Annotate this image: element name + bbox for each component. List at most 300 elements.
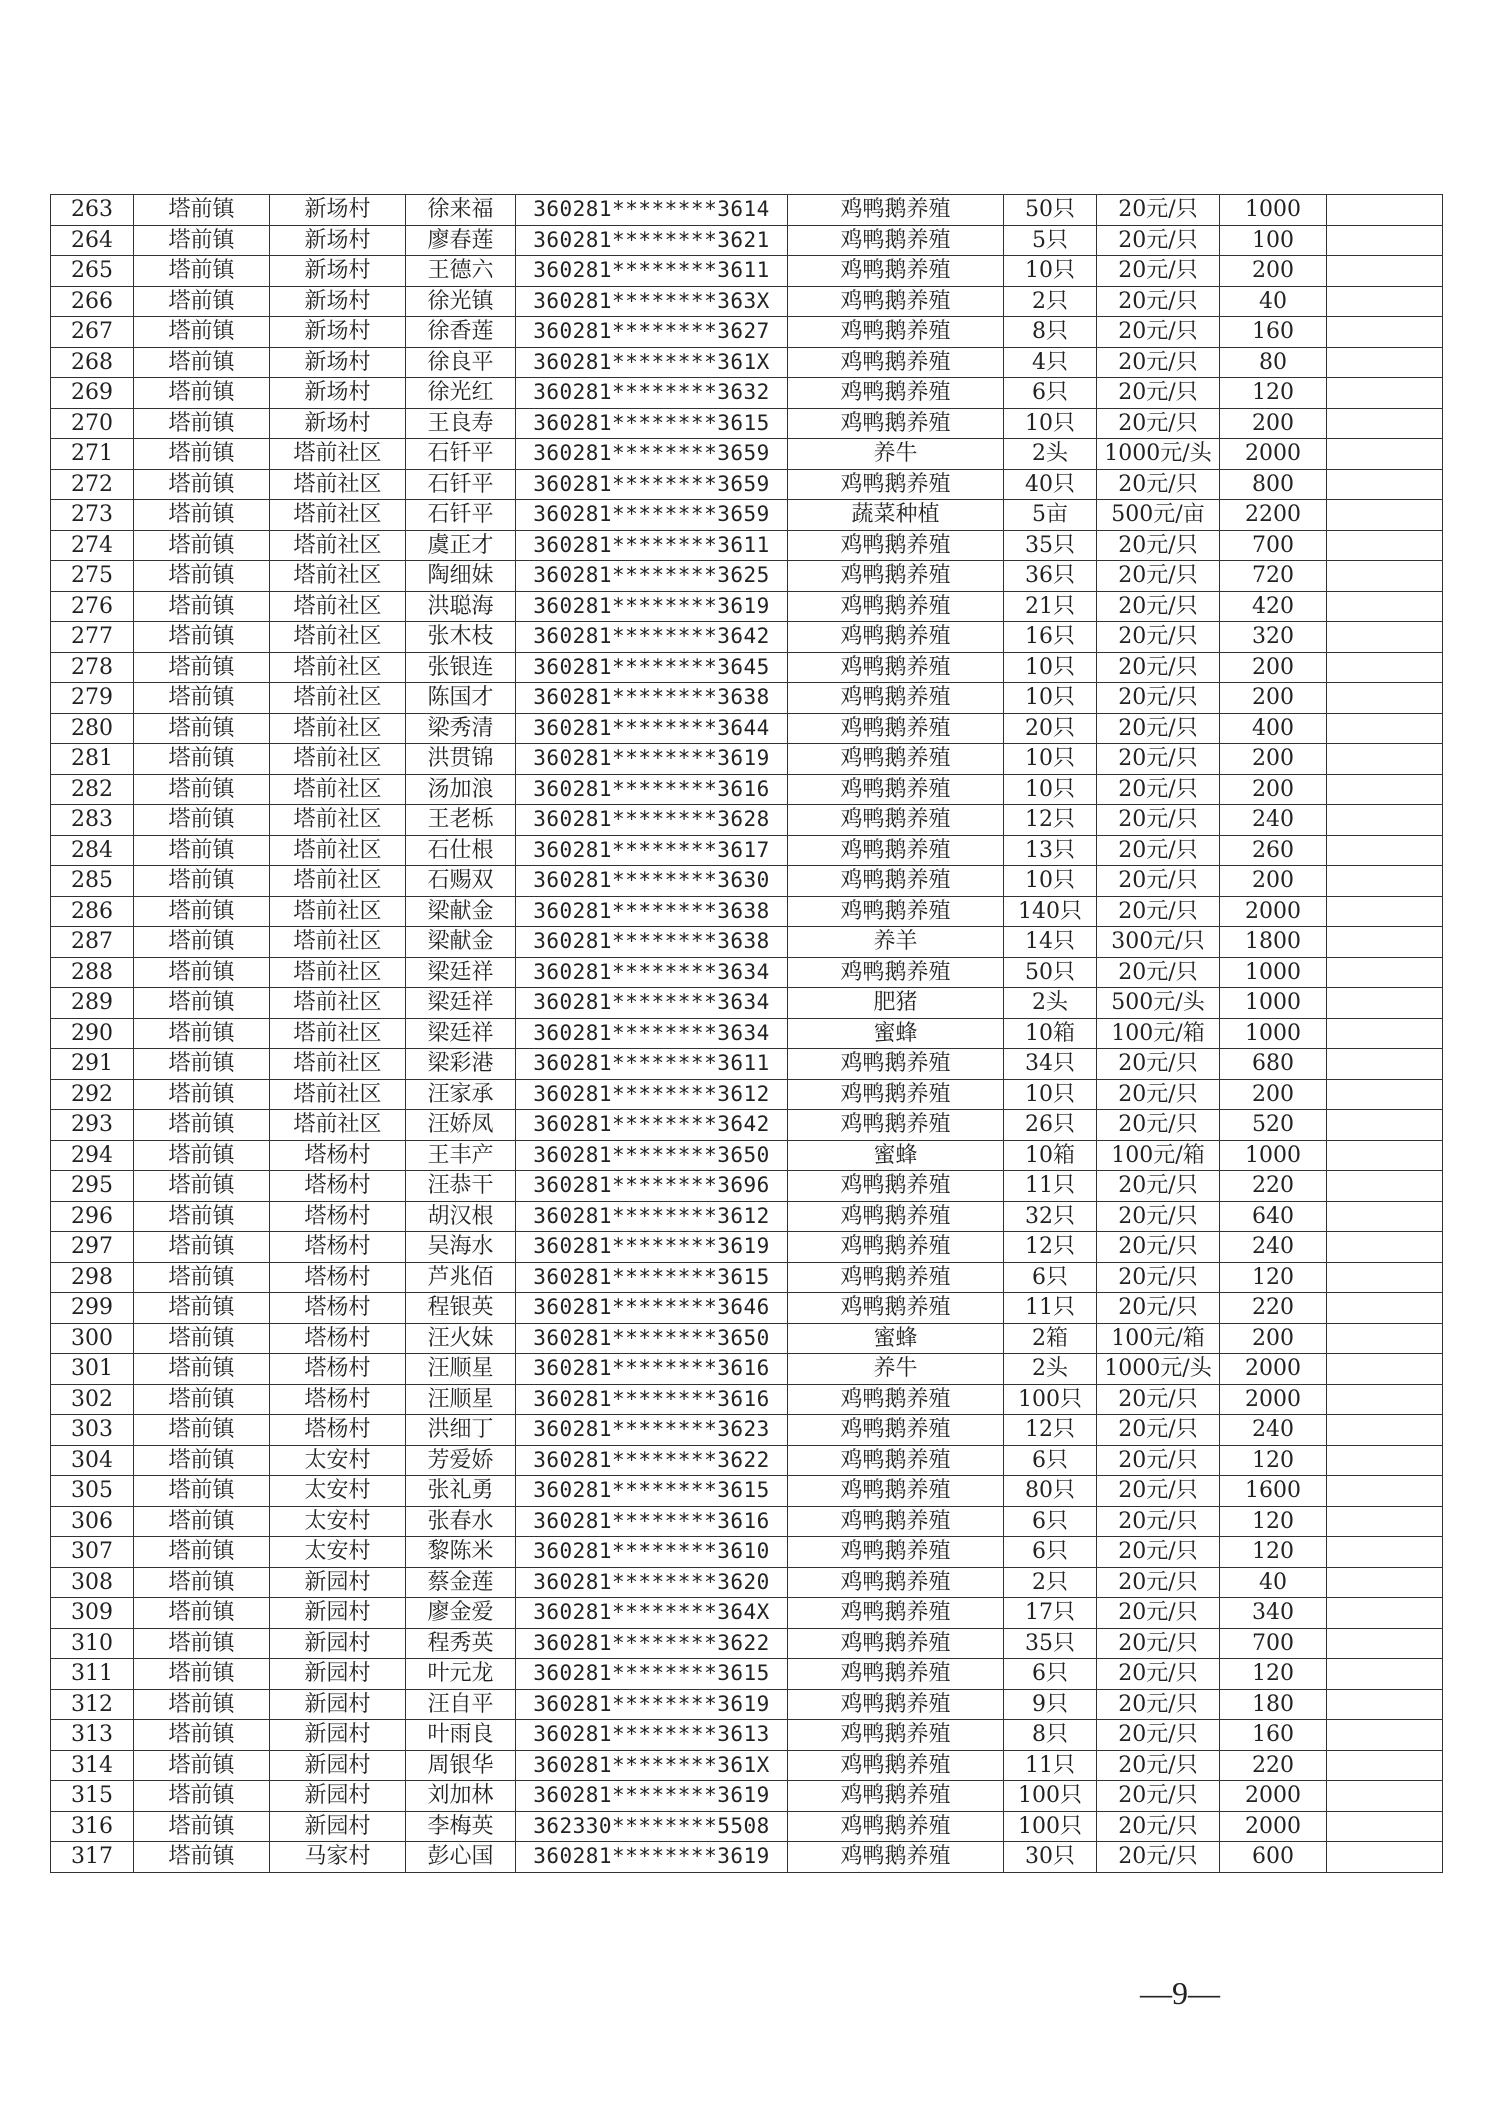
amount-cell: 720 bbox=[1220, 561, 1327, 592]
amount-cell: 160 bbox=[1220, 317, 1327, 348]
remarks-cell bbox=[1327, 1171, 1443, 1202]
village-cell: 太安村 bbox=[270, 1537, 406, 1568]
project-cell: 鸡鸭鹅养殖 bbox=[788, 408, 1004, 439]
quantity-cell: 8只 bbox=[1004, 317, 1097, 348]
name-cell: 王良寿 bbox=[406, 408, 516, 439]
quantity-cell: 34只 bbox=[1004, 1049, 1097, 1080]
name-cell: 石钎平 bbox=[406, 469, 516, 500]
village-cell: 塔杨村 bbox=[270, 1140, 406, 1171]
standard-cell: 20元/只 bbox=[1097, 1842, 1220, 1873]
table-row bbox=[51, 1659, 1443, 1690]
name-cell: 汪娇凤 bbox=[406, 1110, 516, 1141]
id-number-cell: 362330********5508 bbox=[516, 1811, 788, 1842]
project-cell: 蜜蜂 bbox=[788, 1140, 1004, 1171]
project-cell: 鸡鸭鹅养殖 bbox=[788, 225, 1004, 256]
village-cell: 塔前社区 bbox=[270, 561, 406, 592]
name-cell: 石钎平 bbox=[406, 439, 516, 470]
village-cell: 塔前社区 bbox=[270, 683, 406, 714]
project-cell: 鸡鸭鹅养殖 bbox=[788, 683, 1004, 714]
name-cell: 胡汉根 bbox=[406, 1201, 516, 1232]
project-cell: 鸡鸭鹅养殖 bbox=[788, 378, 1004, 409]
village-cell: 塔前社区 bbox=[270, 469, 406, 500]
table-row bbox=[51, 1232, 1443, 1263]
table-row bbox=[51, 1415, 1443, 1446]
row-number-cell: 274 bbox=[51, 530, 134, 561]
standard-cell: 20元/只 bbox=[1097, 866, 1220, 897]
town-cell: 塔前镇 bbox=[134, 591, 270, 622]
amount-cell: 200 bbox=[1220, 774, 1327, 805]
id-number-cell: 360281********3614 bbox=[516, 195, 788, 226]
standard-cell: 20元/只 bbox=[1097, 1781, 1220, 1812]
row-number-cell: 278 bbox=[51, 652, 134, 683]
remarks-cell bbox=[1327, 835, 1443, 866]
town-cell: 塔前镇 bbox=[134, 439, 270, 470]
quantity-cell: 9只 bbox=[1004, 1689, 1097, 1720]
remarks-cell bbox=[1327, 1323, 1443, 1354]
quantity-cell: 4只 bbox=[1004, 347, 1097, 378]
id-number-cell: 360281********3625 bbox=[516, 561, 788, 592]
name-cell: 梁廷祥 bbox=[406, 957, 516, 988]
amount-cell: 200 bbox=[1220, 408, 1327, 439]
quantity-cell: 35只 bbox=[1004, 1628, 1097, 1659]
table-row bbox=[51, 530, 1443, 561]
village-cell: 塔前社区 bbox=[270, 774, 406, 805]
remarks-cell bbox=[1327, 1811, 1443, 1842]
name-cell: 张礼勇 bbox=[406, 1476, 516, 1507]
amount-cell: 220 bbox=[1220, 1171, 1327, 1202]
project-cell: 养牛 bbox=[788, 439, 1004, 470]
town-cell: 塔前镇 bbox=[134, 286, 270, 317]
standard-cell: 100元/箱 bbox=[1097, 1140, 1220, 1171]
name-cell: 徐香莲 bbox=[406, 317, 516, 348]
standard-cell: 20元/只 bbox=[1097, 744, 1220, 775]
standard-cell: 20元/只 bbox=[1097, 805, 1220, 836]
name-cell: 徐光镇 bbox=[406, 286, 516, 317]
quantity-cell: 21只 bbox=[1004, 591, 1097, 622]
project-cell: 鸡鸭鹅养殖 bbox=[788, 561, 1004, 592]
id-number-cell: 360281********3650 bbox=[516, 1323, 788, 1354]
project-cell: 鸡鸭鹅养殖 bbox=[788, 1659, 1004, 1690]
id-number-cell: 360281********3615 bbox=[516, 1659, 788, 1690]
row-number-cell: 312 bbox=[51, 1689, 134, 1720]
table-row bbox=[51, 1140, 1443, 1171]
table-row bbox=[51, 500, 1443, 531]
project-cell: 鸡鸭鹅养殖 bbox=[788, 1811, 1004, 1842]
standard-cell: 20元/只 bbox=[1097, 713, 1220, 744]
amount-cell: 40 bbox=[1220, 1567, 1327, 1598]
village-cell: 新园村 bbox=[270, 1659, 406, 1690]
standard-cell: 20元/只 bbox=[1097, 1720, 1220, 1751]
town-cell: 塔前镇 bbox=[134, 1811, 270, 1842]
village-cell: 新园村 bbox=[270, 1720, 406, 1751]
name-cell: 陈国才 bbox=[406, 683, 516, 714]
id-number-cell: 360281********3619 bbox=[516, 1842, 788, 1873]
id-number-cell: 360281********364X bbox=[516, 1598, 788, 1629]
remarks-cell bbox=[1327, 622, 1443, 653]
quantity-cell: 32只 bbox=[1004, 1201, 1097, 1232]
table-row bbox=[51, 957, 1443, 988]
project-cell: 鸡鸭鹅养殖 bbox=[788, 195, 1004, 226]
town-cell: 塔前镇 bbox=[134, 561, 270, 592]
row-number-cell: 306 bbox=[51, 1506, 134, 1537]
remarks-cell bbox=[1327, 1598, 1443, 1629]
quantity-cell: 13只 bbox=[1004, 835, 1097, 866]
project-cell: 鸡鸭鹅养殖 bbox=[788, 1598, 1004, 1629]
town-cell: 塔前镇 bbox=[134, 957, 270, 988]
quantity-cell: 6只 bbox=[1004, 378, 1097, 409]
table-row bbox=[51, 835, 1443, 866]
village-cell: 新园村 bbox=[270, 1811, 406, 1842]
standard-cell: 1000元/头 bbox=[1097, 439, 1220, 470]
table-row bbox=[51, 1628, 1443, 1659]
id-number-cell: 360281********3616 bbox=[516, 1384, 788, 1415]
town-cell: 塔前镇 bbox=[134, 1079, 270, 1110]
amount-cell: 1600 bbox=[1220, 1476, 1327, 1507]
project-cell: 鸡鸭鹅养殖 bbox=[788, 1506, 1004, 1537]
remarks-cell bbox=[1327, 347, 1443, 378]
row-number-cell: 301 bbox=[51, 1354, 134, 1385]
village-cell: 塔前社区 bbox=[270, 439, 406, 470]
id-number-cell: 360281********3696 bbox=[516, 1171, 788, 1202]
row-number-cell: 288 bbox=[51, 957, 134, 988]
project-cell: 鸡鸭鹅养殖 bbox=[788, 1262, 1004, 1293]
table-row bbox=[51, 1476, 1443, 1507]
table-row bbox=[51, 1171, 1443, 1202]
row-number-cell: 279 bbox=[51, 683, 134, 714]
village-cell: 新场村 bbox=[270, 225, 406, 256]
id-number-cell: 360281********3611 bbox=[516, 530, 788, 561]
village-cell: 塔前社区 bbox=[270, 591, 406, 622]
row-number-cell: 294 bbox=[51, 1140, 134, 1171]
amount-cell: 1000 bbox=[1220, 1018, 1327, 1049]
table-row bbox=[51, 1323, 1443, 1354]
quantity-cell: 6只 bbox=[1004, 1445, 1097, 1476]
quantity-cell: 50只 bbox=[1004, 957, 1097, 988]
quantity-cell: 8只 bbox=[1004, 1720, 1097, 1751]
project-cell: 鸡鸭鹅养殖 bbox=[788, 957, 1004, 988]
project-cell: 鸡鸭鹅养殖 bbox=[788, 317, 1004, 348]
remarks-cell bbox=[1327, 1415, 1443, 1446]
id-number-cell: 360281********3645 bbox=[516, 652, 788, 683]
village-cell: 塔前社区 bbox=[270, 896, 406, 927]
table-row bbox=[51, 225, 1443, 256]
village-cell: 塔前社区 bbox=[270, 927, 406, 958]
row-number-cell: 268 bbox=[51, 347, 134, 378]
remarks-cell bbox=[1327, 713, 1443, 744]
town-cell: 塔前镇 bbox=[134, 500, 270, 531]
table-row bbox=[51, 927, 1443, 958]
row-number-cell: 292 bbox=[51, 1079, 134, 1110]
quantity-cell: 5亩 bbox=[1004, 500, 1097, 531]
village-cell: 塔前社区 bbox=[270, 1079, 406, 1110]
remarks-cell bbox=[1327, 1232, 1443, 1263]
standard-cell: 20元/只 bbox=[1097, 1567, 1220, 1598]
quantity-cell: 11只 bbox=[1004, 1171, 1097, 1202]
name-cell: 梁廷祥 bbox=[406, 1018, 516, 1049]
project-cell: 鸡鸭鹅养殖 bbox=[788, 805, 1004, 836]
row-number-cell: 310 bbox=[51, 1628, 134, 1659]
amount-cell: 1000 bbox=[1220, 195, 1327, 226]
town-cell: 塔前镇 bbox=[134, 744, 270, 775]
amount-cell: 420 bbox=[1220, 591, 1327, 622]
town-cell: 塔前镇 bbox=[134, 195, 270, 226]
town-cell: 塔前镇 bbox=[134, 774, 270, 805]
standard-cell: 20元/只 bbox=[1097, 256, 1220, 287]
id-number-cell: 360281********3619 bbox=[516, 1689, 788, 1720]
row-number-cell: 286 bbox=[51, 896, 134, 927]
standard-cell: 20元/只 bbox=[1097, 1750, 1220, 1781]
town-cell: 塔前镇 bbox=[134, 1659, 270, 1690]
amount-cell: 2000 bbox=[1220, 896, 1327, 927]
remarks-cell bbox=[1327, 561, 1443, 592]
town-cell: 塔前镇 bbox=[134, 1018, 270, 1049]
town-cell: 塔前镇 bbox=[134, 927, 270, 958]
remarks-cell bbox=[1327, 1201, 1443, 1232]
standard-cell: 20元/只 bbox=[1097, 1476, 1220, 1507]
table-row bbox=[51, 1537, 1443, 1568]
name-cell: 陶细妹 bbox=[406, 561, 516, 592]
remarks-cell bbox=[1327, 1262, 1443, 1293]
project-cell: 鸡鸭鹅养殖 bbox=[788, 1049, 1004, 1080]
town-cell: 塔前镇 bbox=[134, 1598, 270, 1629]
id-number-cell: 360281********3616 bbox=[516, 774, 788, 805]
remarks-cell bbox=[1327, 1537, 1443, 1568]
amount-cell: 100 bbox=[1220, 225, 1327, 256]
remarks-cell bbox=[1327, 1659, 1443, 1690]
town-cell: 塔前镇 bbox=[134, 896, 270, 927]
remarks-cell bbox=[1327, 652, 1443, 683]
quantity-cell: 140只 bbox=[1004, 896, 1097, 927]
village-cell: 新场村 bbox=[270, 378, 406, 409]
name-cell: 叶元龙 bbox=[406, 1659, 516, 1690]
town-cell: 塔前镇 bbox=[134, 683, 270, 714]
project-cell: 鸡鸭鹅养殖 bbox=[788, 774, 1004, 805]
standard-cell: 20元/只 bbox=[1097, 1598, 1220, 1629]
id-number-cell: 360281********3634 bbox=[516, 957, 788, 988]
town-cell: 塔前镇 bbox=[134, 1323, 270, 1354]
id-number-cell: 360281********3611 bbox=[516, 1049, 788, 1080]
row-number-cell: 280 bbox=[51, 713, 134, 744]
row-number-cell: 293 bbox=[51, 1110, 134, 1141]
quantity-cell: 6只 bbox=[1004, 1659, 1097, 1690]
table-row bbox=[51, 1781, 1443, 1812]
village-cell: 新场村 bbox=[270, 347, 406, 378]
table-row bbox=[51, 439, 1443, 470]
amount-cell: 1000 bbox=[1220, 1140, 1327, 1171]
id-number-cell: 360281********363X bbox=[516, 286, 788, 317]
project-cell: 蔬菜种植 bbox=[788, 500, 1004, 531]
quantity-cell: 10只 bbox=[1004, 683, 1097, 714]
name-cell: 梁献金 bbox=[406, 896, 516, 927]
quantity-cell: 20只 bbox=[1004, 713, 1097, 744]
amount-cell: 320 bbox=[1220, 622, 1327, 653]
project-cell: 鸡鸭鹅养殖 bbox=[788, 256, 1004, 287]
row-number-cell: 272 bbox=[51, 469, 134, 500]
amount-cell: 520 bbox=[1220, 1110, 1327, 1141]
village-cell: 塔杨村 bbox=[270, 1201, 406, 1232]
quantity-cell: 12只 bbox=[1004, 1415, 1097, 1446]
town-cell: 塔前镇 bbox=[134, 1262, 270, 1293]
quantity-cell: 80只 bbox=[1004, 1476, 1097, 1507]
table-row bbox=[51, 256, 1443, 287]
row-number-cell: 309 bbox=[51, 1598, 134, 1629]
town-cell: 塔前镇 bbox=[134, 1537, 270, 1568]
row-number-cell: 275 bbox=[51, 561, 134, 592]
id-number-cell: 360281********3616 bbox=[516, 1506, 788, 1537]
name-cell: 汪家承 bbox=[406, 1079, 516, 1110]
id-number-cell: 360281********3619 bbox=[516, 1781, 788, 1812]
standard-cell: 20元/只 bbox=[1097, 1506, 1220, 1537]
quantity-cell: 100只 bbox=[1004, 1384, 1097, 1415]
town-cell: 塔前镇 bbox=[134, 530, 270, 561]
town-cell: 塔前镇 bbox=[134, 1750, 270, 1781]
amount-cell: 1000 bbox=[1220, 957, 1327, 988]
quantity-cell: 11只 bbox=[1004, 1750, 1097, 1781]
row-number-cell: 277 bbox=[51, 622, 134, 653]
row-number-cell: 308 bbox=[51, 1567, 134, 1598]
standard-cell: 20元/只 bbox=[1097, 1079, 1220, 1110]
standard-cell: 300元/只 bbox=[1097, 927, 1220, 958]
row-number-cell: 304 bbox=[51, 1445, 134, 1476]
town-cell: 塔前镇 bbox=[134, 1384, 270, 1415]
town-cell: 塔前镇 bbox=[134, 1842, 270, 1873]
standard-cell: 20元/只 bbox=[1097, 1293, 1220, 1324]
standard-cell: 20元/只 bbox=[1097, 683, 1220, 714]
village-cell: 塔前社区 bbox=[270, 1049, 406, 1080]
standard-cell: 20元/只 bbox=[1097, 1445, 1220, 1476]
name-cell: 汪顺星 bbox=[406, 1384, 516, 1415]
quantity-cell: 35只 bbox=[1004, 530, 1097, 561]
quantity-cell: 10只 bbox=[1004, 652, 1097, 683]
project-cell: 鸡鸭鹅养殖 bbox=[788, 286, 1004, 317]
name-cell: 彭心国 bbox=[406, 1842, 516, 1873]
remarks-cell bbox=[1327, 500, 1443, 531]
village-cell: 新园村 bbox=[270, 1689, 406, 1720]
name-cell: 徐光红 bbox=[406, 378, 516, 409]
standard-cell: 20元/只 bbox=[1097, 774, 1220, 805]
quantity-cell: 10只 bbox=[1004, 866, 1097, 897]
town-cell: 塔前镇 bbox=[134, 1628, 270, 1659]
remarks-cell bbox=[1327, 286, 1443, 317]
row-number-cell: 296 bbox=[51, 1201, 134, 1232]
town-cell: 塔前镇 bbox=[134, 1720, 270, 1751]
table-row bbox=[51, 1262, 1443, 1293]
table-row bbox=[51, 286, 1443, 317]
standard-cell: 20元/只 bbox=[1097, 561, 1220, 592]
row-number-cell: 295 bbox=[51, 1171, 134, 1202]
table-row bbox=[51, 1354, 1443, 1385]
name-cell: 石赐双 bbox=[406, 866, 516, 897]
row-number-cell: 313 bbox=[51, 1720, 134, 1751]
town-cell: 塔前镇 bbox=[134, 622, 270, 653]
id-number-cell: 360281********3634 bbox=[516, 988, 788, 1019]
remarks-cell bbox=[1327, 1293, 1443, 1324]
id-number-cell: 360281********3612 bbox=[516, 1201, 788, 1232]
project-cell: 鸡鸭鹅养殖 bbox=[788, 713, 1004, 744]
amount-cell: 120 bbox=[1220, 1506, 1327, 1537]
name-cell: 黎陈米 bbox=[406, 1537, 516, 1568]
id-number-cell: 360281********3612 bbox=[516, 1079, 788, 1110]
row-number-cell: 267 bbox=[51, 317, 134, 348]
amount-cell: 640 bbox=[1220, 1201, 1327, 1232]
remarks-cell bbox=[1327, 805, 1443, 836]
quantity-cell: 12只 bbox=[1004, 805, 1097, 836]
project-cell: 鸡鸭鹅养殖 bbox=[788, 1293, 1004, 1324]
id-number-cell: 360281********3619 bbox=[516, 1232, 788, 1263]
name-cell: 芦兆佰 bbox=[406, 1262, 516, 1293]
row-number-cell: 282 bbox=[51, 774, 134, 805]
remarks-cell bbox=[1327, 1354, 1443, 1385]
id-number-cell: 360281********3615 bbox=[516, 1476, 788, 1507]
id-number-cell: 360281********3628 bbox=[516, 805, 788, 836]
row-number-cell: 303 bbox=[51, 1415, 134, 1446]
remarks-cell bbox=[1327, 1750, 1443, 1781]
amount-cell: 2000 bbox=[1220, 1384, 1327, 1415]
name-cell: 蔡金莲 bbox=[406, 1567, 516, 1598]
amount-cell: 200 bbox=[1220, 1323, 1327, 1354]
table-row bbox=[51, 1506, 1443, 1537]
village-cell: 塔前社区 bbox=[270, 500, 406, 531]
remarks-cell bbox=[1327, 225, 1443, 256]
remarks-cell bbox=[1327, 1018, 1443, 1049]
row-number-cell: 269 bbox=[51, 378, 134, 409]
id-number-cell: 360281********3659 bbox=[516, 469, 788, 500]
amount-cell: 120 bbox=[1220, 1537, 1327, 1568]
name-cell: 张木枝 bbox=[406, 622, 516, 653]
project-cell: 鸡鸭鹅养殖 bbox=[788, 1689, 1004, 1720]
row-number-cell: 317 bbox=[51, 1842, 134, 1873]
name-cell: 梁秀清 bbox=[406, 713, 516, 744]
amount-cell: 2000 bbox=[1220, 1811, 1327, 1842]
amount-cell: 700 bbox=[1220, 1628, 1327, 1659]
amount-cell: 2200 bbox=[1220, 500, 1327, 531]
project-cell: 鸡鸭鹅养殖 bbox=[788, 1110, 1004, 1141]
village-cell: 新场村 bbox=[270, 317, 406, 348]
village-cell: 新场村 bbox=[270, 256, 406, 287]
id-number-cell: 360281********3638 bbox=[516, 927, 788, 958]
standard-cell: 20元/只 bbox=[1097, 652, 1220, 683]
row-number-cell: 297 bbox=[51, 1232, 134, 1263]
table-row bbox=[51, 652, 1443, 683]
remarks-cell bbox=[1327, 774, 1443, 805]
village-cell: 塔前社区 bbox=[270, 957, 406, 988]
remarks-cell bbox=[1327, 317, 1443, 348]
name-cell: 汪顺星 bbox=[406, 1354, 516, 1385]
project-cell: 蜜蜂 bbox=[788, 1018, 1004, 1049]
standard-cell: 20元/只 bbox=[1097, 1262, 1220, 1293]
name-cell: 梁彩港 bbox=[406, 1049, 516, 1080]
village-cell: 塔前社区 bbox=[270, 866, 406, 897]
row-number-cell: 264 bbox=[51, 225, 134, 256]
name-cell: 徐良平 bbox=[406, 347, 516, 378]
amount-cell: 2000 bbox=[1220, 1781, 1327, 1812]
id-number-cell: 360281********3659 bbox=[516, 500, 788, 531]
project-cell: 鸡鸭鹅养殖 bbox=[788, 652, 1004, 683]
row-number-cell: 270 bbox=[51, 408, 134, 439]
table-row bbox=[51, 1018, 1443, 1049]
town-cell: 塔前镇 bbox=[134, 1781, 270, 1812]
quantity-cell: 11只 bbox=[1004, 1293, 1097, 1324]
town-cell: 塔前镇 bbox=[134, 1293, 270, 1324]
row-number-cell: 283 bbox=[51, 805, 134, 836]
remarks-cell bbox=[1327, 744, 1443, 775]
id-number-cell: 360281********361X bbox=[516, 347, 788, 378]
standard-cell: 20元/只 bbox=[1097, 286, 1220, 317]
table-row bbox=[51, 622, 1443, 653]
standard-cell: 20元/只 bbox=[1097, 896, 1220, 927]
table-row bbox=[51, 1110, 1443, 1141]
standard-cell: 20元/只 bbox=[1097, 1384, 1220, 1415]
